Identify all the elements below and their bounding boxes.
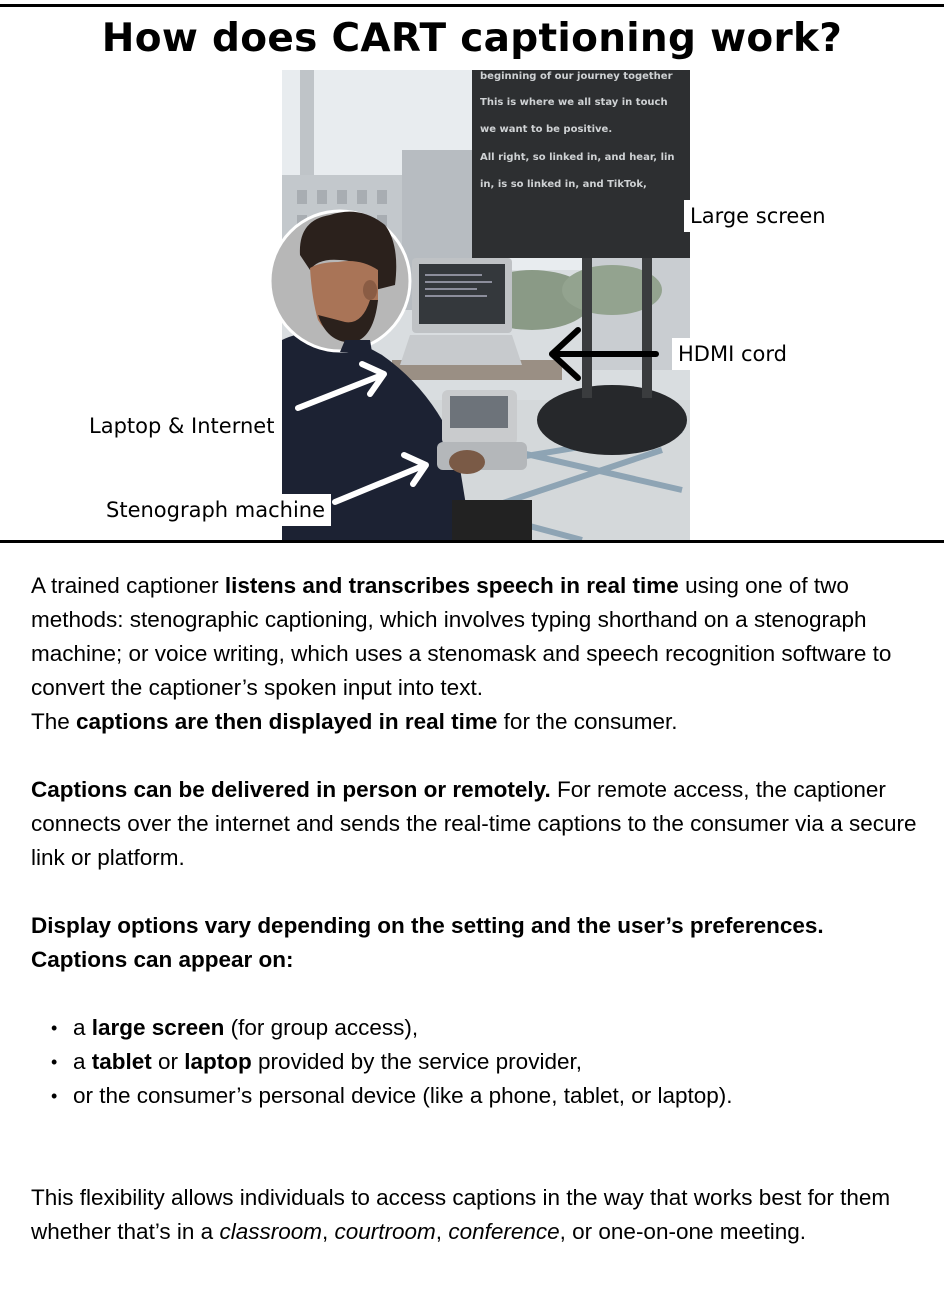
li2-e: provided by the service provider, (251, 1049, 582, 1074)
li2-a: a (73, 1049, 92, 1074)
paragraph-how-it-works (31, 569, 936, 739)
callout-large-screen: Large screen (684, 200, 832, 232)
paragraph-flexibility (31, 1181, 936, 1249)
p4-e: , (435, 1219, 449, 1244)
li1-c: (for group access), (224, 1015, 419, 1040)
display-options-list (31, 1011, 936, 1113)
callout-hdmi-cord: HDMI cord (672, 338, 793, 370)
p1-bold-a: listens and transcribes speech in real time (224, 573, 679, 598)
screen-line-4: All right, so linked in, and hear, lin (480, 152, 675, 163)
paragraph-delivery (31, 773, 936, 875)
list-item (31, 1079, 936, 1113)
p4-classroom: classroom (219, 1219, 322, 1244)
li2-b: tablet (91, 1049, 152, 1074)
li3-a: or the consumer’s personal device (like a phone, tablet, or laptop). (73, 1083, 733, 1108)
callout-stenograph-machine: Stenograph machine (100, 494, 331, 526)
p1-text-d: for the consumer. (497, 709, 678, 734)
section-divider (0, 540, 944, 543)
p3-bold-line2: Captions can appear on: (31, 947, 294, 972)
paragraph-display-options (31, 909, 936, 977)
p1-text-a: A trained captioner (31, 573, 225, 598)
li1-a: a (73, 1015, 92, 1040)
screen-line-5: in, is so linked in, and TikTok, (480, 179, 647, 190)
screen-line-2: This is where we all stay in touch (480, 97, 668, 108)
p1-text-b: using one of two methods: stenographic captioning, which involves typing shorthand on a stenograph machine; or voice writing, which uses a stenomask and speech recognition software to convert the captioner’s spoken input into text. (31, 573, 892, 700)
li2-c: or (151, 1049, 185, 1074)
li1-b: large screen (91, 1015, 225, 1040)
p4-conference: conference (448, 1219, 560, 1244)
p2-bold: Captions can be delivered in person or remotely. (31, 777, 551, 802)
page-title: How does CART captioning work? (101, 16, 843, 61)
p4-a: This flexibility allows individuals to access captions in the way that works best for them whether that’s in a (31, 1185, 891, 1244)
avatar (270, 211, 410, 352)
screen-line-3: we want to be positive. (480, 124, 613, 135)
li2-d: laptop (184, 1049, 252, 1074)
arrow-laptop-icon (298, 364, 384, 408)
p4-g: , or one-on-one meeting. (559, 1219, 807, 1244)
list-item (31, 1011, 936, 1045)
diagram-overlay (0, 0, 944, 560)
p4-courtroom: courtroom (334, 1219, 436, 1244)
p2-text: For remote access, the captioner connects over the internet and sends the real-time captions to the consumer via a secure link or platform. (31, 777, 917, 870)
p1-bold-b: captions are then displayed in real time (76, 709, 498, 734)
p1-text-c: The (31, 709, 77, 734)
arrow-hdmi-icon (552, 330, 656, 378)
list-item (31, 1045, 936, 1079)
callout-laptop-internet: Laptop & Internet (83, 410, 280, 442)
body-text (31, 569, 936, 1249)
p3-bold-line1: Display options vary depending on the setting and the user’s preferences. (31, 913, 824, 938)
arrow-stenograph-icon (335, 455, 426, 502)
p4-c: , (321, 1219, 335, 1244)
screen-line-1: beginning of our journey together (480, 71, 673, 82)
